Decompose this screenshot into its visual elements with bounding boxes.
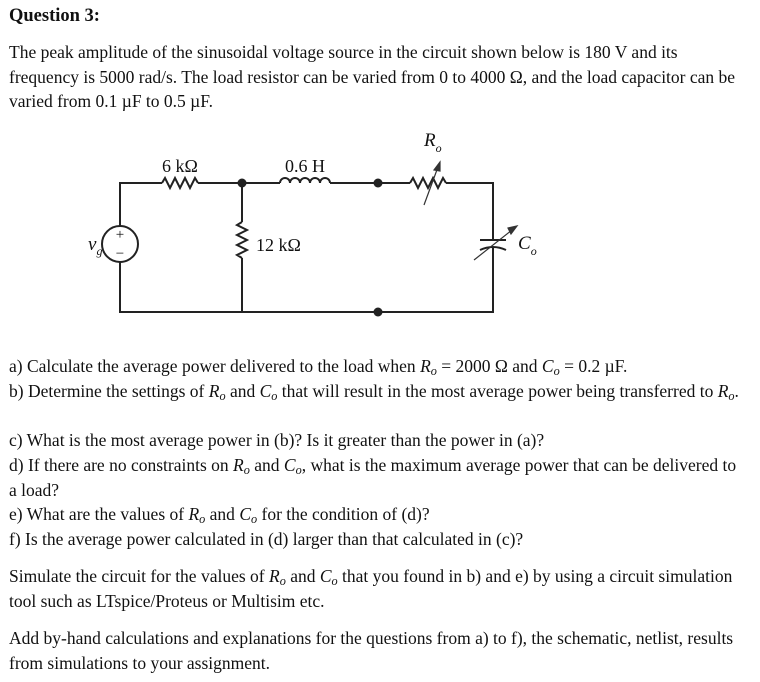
question-b: b) Determine the settings of $R_o$ and $C_o$ that will result in the most average power being transferred to $R_o$. <box>9 381 739 404</box>
question-title: Question 3: <box>9 6 100 26</box>
question-d: d) If there are no constraints on $R_o$ and $C_o$, what is the maximum average power that can be delivered to a load? <box>9 455 737 500</box>
r2-resistor <box>237 222 247 258</box>
question-e: e) What are the values of $R_o$ and $C_o$ for the condition of (d)? <box>9 504 430 527</box>
question-a: a) Calculate the average power delivered to the load when $R_o = 2000$ Ω and $C_o = 0.2$ µF. <box>9 356 628 379</box>
vg-label: $v_g$ <box>88 234 103 258</box>
wire-right-bottom <box>120 248 493 312</box>
circuit-diagram <box>90 122 580 327</box>
r1-resistor <box>162 178 198 188</box>
inductor <box>280 178 330 183</box>
co-label: $C_o$ <box>518 233 537 258</box>
ro-resistor <box>410 178 446 188</box>
node-top-middle <box>238 179 247 188</box>
ro-label: $R_o$ <box>424 130 442 155</box>
wire-right-top <box>446 183 493 240</box>
simulation-instructions: Simulate the circuit for the values of $R_o$ and $C_o$ that you found in b) and e) by using a circuit simulation tool such as LTspice/Proteus or Multisim etc. <box>9 566 733 611</box>
ro-arrow-head <box>434 162 440 171</box>
submission-instructions: Add by-hand calculations and explanations for the questions from a) to f), the schematic, netlist, results from simulations to your assignment. <box>9 628 734 673</box>
problem-statement: The peak amplitude of the sinusoidal voltage source in the circuit shown below is 180 V and its frequency is 5000 rad/s. The load resistor can be varied from 0 to 4000 Ω, and the load capacitor can be varied from 0.1 µF to 0.5 µF. <box>9 42 736 111</box>
node-bottom-right <box>374 308 383 317</box>
r2-label: 12 kΩ <box>256 235 301 255</box>
node-top-right <box>374 179 383 188</box>
inductor-label: 0.6 H <box>285 156 325 176</box>
r1-label: 6 kΩ <box>162 156 198 176</box>
minus-sign: − <box>115 246 125 262</box>
question-f: f) Is the average power calculated in (d) larger than that calculated in (c)? <box>9 529 524 549</box>
question-c: c) What is the most average power in (b)? Is it greater than the power in (a)? <box>9 430 545 450</box>
plus-sign: + <box>115 227 125 243</box>
